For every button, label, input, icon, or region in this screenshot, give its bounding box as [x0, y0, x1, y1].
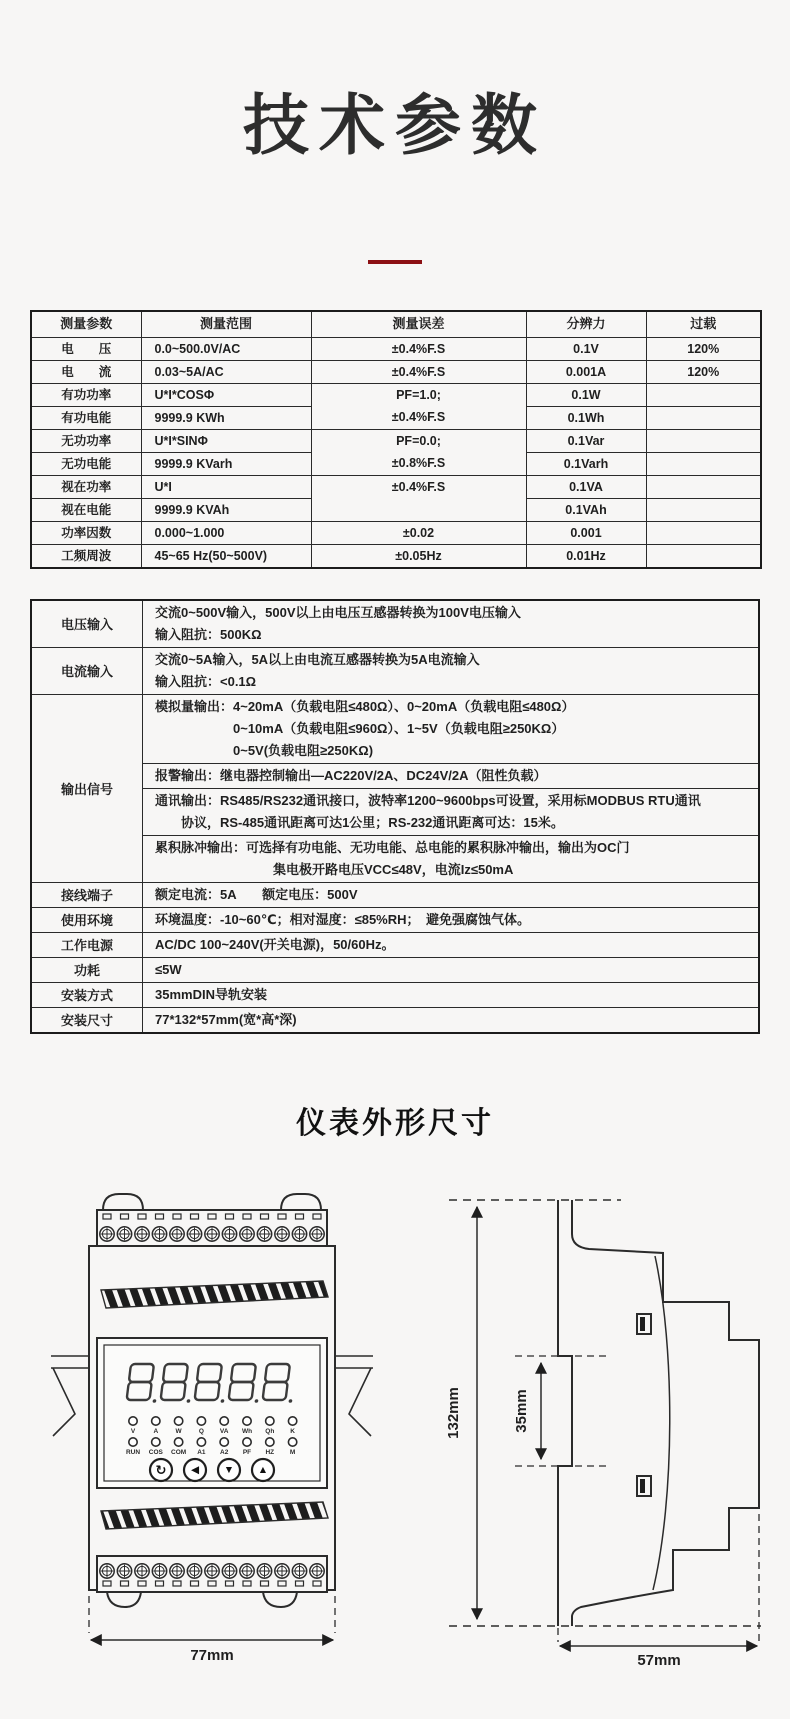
table-cell: 安装尺寸	[31, 1007, 143, 1033]
dimension-label-depth: 57mm	[637, 1651, 681, 1669]
led-indicator-icon	[197, 1417, 205, 1425]
led-label: COM	[171, 1448, 187, 1456]
table-cell-line: PF=0.0;	[396, 434, 441, 449]
terminal-screw-icon	[292, 1564, 306, 1578]
table-cell: 功率因数	[31, 521, 141, 544]
table-row	[31, 429, 761, 452]
terminal-screw-icon	[117, 1227, 131, 1241]
side-profile-back	[572, 1200, 759, 1626]
table-cell-line: 0~10mA（负载电阻≤960Ω）、1~5V（负载电阻≥250KΩ）	[233, 720, 565, 736]
led-label: A2	[220, 1448, 229, 1456]
table-cell-line: 累积脉冲输出：可选择有功电能、无功电能、总电能的累积脉冲输出，输出为OC门	[155, 839, 630, 855]
page-title: 技术参数	[243, 88, 547, 162]
dimension-label-width: 77mm	[190, 1646, 234, 1664]
table-cell	[143, 694, 760, 763]
table-cell: 电 流	[31, 360, 141, 383]
led-indicator-icon	[197, 1438, 205, 1446]
led-label: COS	[148, 1448, 163, 1456]
table-row	[31, 337, 761, 360]
table-row	[31, 694, 759, 763]
table-row	[31, 882, 759, 907]
terminal-screw-icon	[275, 1227, 289, 1241]
terminal-screw-icon	[152, 1564, 166, 1578]
led-indicator-icon	[174, 1417, 182, 1425]
table-cell	[143, 763, 760, 788]
table-cell: 0.01Hz	[526, 544, 646, 568]
table-cell-line: ±0.4%F.S	[391, 480, 446, 495]
table-cell: 电 压	[31, 337, 141, 360]
table-cell	[646, 521, 761, 544]
side-profile-face	[558, 1200, 572, 1626]
terminal-screw-icon	[135, 1227, 149, 1241]
table-cell: 电压输入	[31, 600, 143, 648]
table-row	[31, 521, 761, 544]
up-triangle-icon: ▲	[257, 1463, 269, 1476]
dimension-label-rail: 35mm	[513, 1389, 530, 1433]
din-rail-right	[335, 1356, 373, 1436]
table-cell: 有功电能	[31, 406, 141, 429]
led-label: PF	[242, 1448, 252, 1456]
front-view	[51, 1194, 373, 1664]
table-cell	[143, 907, 760, 932]
table-cell: 电流输入	[31, 647, 143, 694]
table-cell: 接线端子	[31, 882, 143, 907]
led-label: A1	[197, 1448, 206, 1456]
table-row	[31, 647, 759, 694]
table-cell	[143, 882, 760, 907]
led-label: Qh	[265, 1427, 275, 1435]
led-label: V	[130, 1427, 136, 1435]
table-cell-line: 模拟量输出：4~20mA（负载电阻≤480Ω）、0~20mA（负载电阻≤480Ω）	[155, 698, 575, 714]
led-label: HZ	[265, 1448, 275, 1456]
table-row	[31, 475, 761, 498]
down-triangle-icon: ▼	[223, 1463, 235, 1476]
terminal-screw-icon	[152, 1227, 166, 1241]
table-cell-line: ±0.4%F.S	[391, 410, 446, 425]
table-header-row	[31, 311, 761, 338]
led-indicator-icon	[266, 1438, 274, 1446]
terminal-screw-icon	[117, 1564, 131, 1578]
table-cell-line: ±0.8%F.S	[391, 456, 446, 471]
table-cell	[143, 600, 760, 648]
table-cell: 0.1Var	[526, 429, 646, 452]
table-cell: U*I*SINΦ	[141, 429, 311, 452]
rail-clip-bottom	[637, 1476, 651, 1496]
led-label: Wh	[241, 1427, 253, 1435]
terminal-screw-icon	[205, 1564, 219, 1578]
table-cell	[646, 406, 761, 429]
table-cell-line: PF=1.0;	[396, 388, 441, 403]
table-cell-line: 交流0~5A输入，5A以上由电流互感器转换为5A电流输入	[155, 651, 480, 667]
table-cell-line: 集电极开路电压VCC≤48V，电流Iz≤50mA	[273, 861, 514, 877]
led-indicator-icon	[220, 1438, 228, 1446]
table-cell: 工作电源	[31, 932, 143, 957]
dimension-label-height: 132mm	[445, 1387, 462, 1439]
table-cell	[646, 383, 761, 406]
table-cell: 功耗	[31, 957, 143, 982]
led-label: M	[289, 1448, 296, 1456]
table-row	[31, 907, 759, 932]
table-cell: 无功功率	[31, 429, 141, 452]
table-cell-line: ≤5W	[155, 961, 182, 977]
terminal-screw-icon	[170, 1227, 184, 1241]
table-cell	[646, 475, 761, 498]
table-header-cell: 过载	[646, 311, 761, 338]
table-cell: 0.001A	[526, 360, 646, 383]
led-indicator-icon	[288, 1417, 296, 1425]
table-cell	[143, 1007, 760, 1033]
table-cell	[143, 932, 760, 957]
table-cell: ±0.4%F.S	[311, 337, 526, 360]
terminal-screw-icon	[292, 1227, 306, 1241]
table-cell: 输出信号	[31, 694, 143, 882]
table-cell: 9999.9 KVarh	[141, 452, 311, 475]
table-cell: 0.1V	[526, 337, 646, 360]
table-row	[31, 1007, 759, 1033]
table-cell: 9999.9 KWh	[141, 406, 311, 429]
table-cell: 0.1Varh	[526, 452, 646, 475]
cycle-arrow-icon: ↻	[155, 1462, 167, 1478]
terminal-screw-icon	[240, 1564, 254, 1578]
table-cell: 0.0~500.0V/AC	[141, 337, 311, 360]
table-cell: 使用环境	[31, 907, 143, 932]
led-indicator-icon	[174, 1438, 182, 1446]
table-cell: 安装方式	[31, 982, 143, 1007]
terminal-screw-icon	[257, 1227, 271, 1241]
terminal-screw-icon	[187, 1227, 201, 1241]
terminal-screw-icon	[257, 1564, 271, 1578]
table-cell: 0.03~5A/AC	[141, 360, 311, 383]
table-cell: 0.1VA	[526, 475, 646, 498]
terminal-screw-icon	[275, 1564, 289, 1578]
terminal-screw-icon	[170, 1564, 184, 1578]
rail-clip-top	[637, 1314, 651, 1334]
side-view	[445, 1200, 761, 1669]
table-cell	[143, 647, 760, 694]
led-indicator-icon	[266, 1417, 274, 1425]
table-cell	[143, 982, 760, 1007]
led-label: A	[153, 1427, 159, 1435]
table-row	[31, 600, 759, 648]
table-cell: U*I*COSΦ	[141, 383, 311, 406]
table-cell	[311, 429, 526, 475]
table-cell: 0.1Wh	[526, 406, 646, 429]
table-cell-line: 协议，RS-485通讯距离可达1公里；RS-232通讯距离可达：15米。	[181, 814, 564, 830]
table-cell-line: 环境温度：-10~60℃；相对湿度：≤85%RH； 避免强腐蚀气体。	[155, 911, 531, 927]
table-cell-line: 交流0~500V输入，500V以上由电压互感器转换为100V电压输入	[155, 604, 521, 620]
table-header-cell: 测量误差	[311, 311, 526, 338]
outline-dimensions-diagram	[25, 1178, 765, 1678]
terminal-screw-icon	[222, 1564, 236, 1578]
table-cell-line: 额定电流：5A 额定电压：500V	[155, 886, 358, 902]
left-triangle-icon: ◀	[190, 1463, 200, 1476]
terminal-screw-icon	[187, 1564, 201, 1578]
foot-left	[107, 1592, 141, 1607]
table-cell-line: 0~5V(负载电阻≥250KΩ)	[233, 742, 374, 758]
led-label: VA	[219, 1427, 229, 1435]
table-cell	[646, 498, 761, 521]
terminal-screw-icon	[205, 1227, 219, 1241]
terminal-screw-icon	[310, 1227, 324, 1241]
led-label: Q	[198, 1427, 204, 1435]
table-cell-line	[316, 498, 522, 520]
table-cell: 工频周波	[31, 544, 141, 568]
detail-spec-table	[30, 599, 760, 1034]
table-row	[31, 383, 761, 406]
led-indicator-icon	[129, 1417, 137, 1425]
foot-right	[263, 1592, 297, 1607]
table-header-cell: 分辨力	[526, 311, 646, 338]
led-indicator-icon	[129, 1438, 137, 1446]
table-cell-line: 通讯输出：RS485/RS232通讯接口，波特率1200~9600bps可设置，采用标MODBUS RTU通讯	[155, 792, 701, 808]
front-panel	[97, 1338, 327, 1488]
table-row	[31, 982, 759, 1007]
table-cell	[311, 383, 526, 429]
table-cell-line: 35mmDIN导轨安装	[155, 986, 267, 1002]
table-cell-line: 输入阻抗：<0.1Ω	[155, 673, 257, 689]
terminal-screw-icon	[310, 1564, 324, 1578]
table-cell: 120%	[646, 337, 761, 360]
led-label: K	[290, 1427, 295, 1435]
table-row	[31, 544, 761, 568]
table-cell: ±0.02	[311, 521, 526, 544]
led-label: RUN	[125, 1448, 141, 1456]
table-cell: 无功电能	[31, 452, 141, 475]
table-header-cell: 测量范围	[141, 311, 311, 338]
table-cell: 0.1W	[526, 383, 646, 406]
terminal-screw-icon	[240, 1227, 254, 1241]
table-cell: U*I	[141, 475, 311, 498]
table-cell	[646, 544, 761, 568]
terminal-screw-icon	[222, 1227, 236, 1241]
din-rail-left	[51, 1356, 89, 1436]
terminal-screw-icon	[100, 1227, 114, 1241]
table-cell: 视在电能	[31, 498, 141, 521]
table-cell	[311, 475, 526, 521]
title-divider	[368, 260, 422, 264]
led-indicator-icon	[220, 1417, 228, 1425]
table-cell-line: AC/DC 100~240V(开关电源)，50/60Hz。	[155, 936, 395, 952]
table-cell-line: 77*132*57mm(宽*高*深)	[155, 1011, 297, 1027]
led-indicator-icon	[288, 1438, 296, 1446]
table-cell: 有功功率	[31, 383, 141, 406]
table-cell: 45~65 Hz(50~500V)	[141, 544, 311, 568]
table-header-cell: 测量参数	[31, 311, 141, 338]
table-cell: 120%	[646, 360, 761, 383]
table-row	[31, 932, 759, 957]
table-cell-line: 报警输出：继电器控制输出—AC220V/2A、DC24V/2A（阻性负载）	[155, 767, 547, 783]
table-cell: 9999.9 KVAh	[141, 498, 311, 521]
table-cell: 0.001	[526, 521, 646, 544]
table-row	[31, 360, 761, 383]
terminal-screw-icon	[100, 1564, 114, 1578]
outline-section-title: 仪表外形尺寸	[296, 1106, 494, 1140]
terminal-screw-icon	[135, 1564, 149, 1578]
table-cell	[143, 957, 760, 982]
led-label: W	[175, 1427, 182, 1435]
table-cell-line: 输入阻抗：500KΩ	[155, 626, 262, 642]
led-indicator-icon	[152, 1417, 160, 1425]
table-cell	[646, 429, 761, 452]
table-cell: 0.1VAh	[526, 498, 646, 521]
led-indicator-icon	[243, 1417, 251, 1425]
led-indicator-icon	[243, 1438, 251, 1446]
table-cell: ±0.4%F.S	[311, 360, 526, 383]
table-cell	[143, 788, 760, 835]
side-profile-curve	[653, 1256, 670, 1590]
measurement-spec-table	[30, 310, 762, 569]
table-cell	[143, 835, 760, 882]
led-indicator-icon	[152, 1438, 160, 1446]
table-cell	[646, 452, 761, 475]
table-row	[31, 957, 759, 982]
table-cell: 0.000~1.000	[141, 521, 311, 544]
table-cell: ±0.05Hz	[311, 544, 526, 568]
table-cell: 视在功率	[31, 475, 141, 498]
